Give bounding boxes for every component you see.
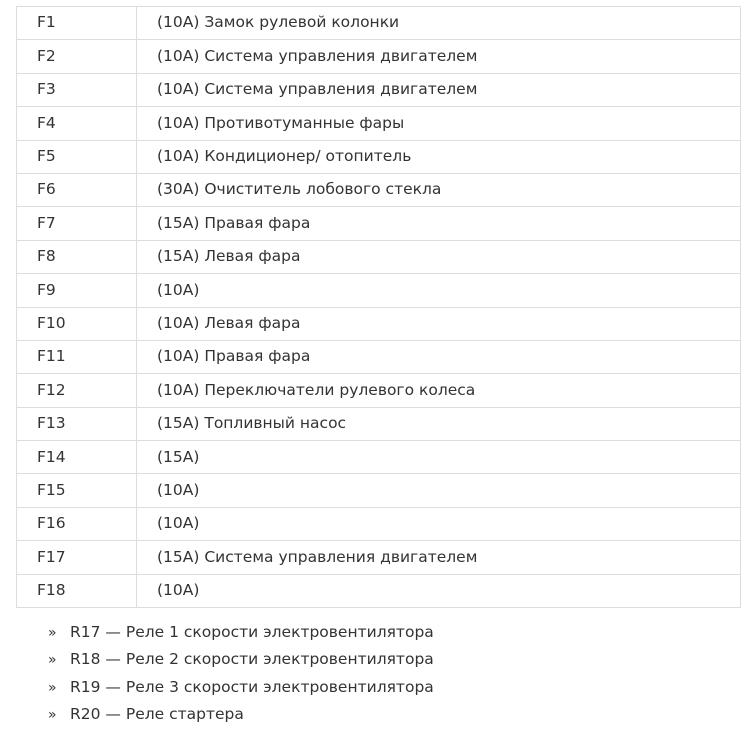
table-row [17,140,741,173]
fuse-description-cell: (15A) Система управления двигателем [137,541,741,574]
table-row [17,107,741,140]
bullet-icon: » [48,679,57,696]
relay-text: R20 — Реле стартера [70,704,244,723]
table-row [17,7,741,40]
fuse-description-cell: (10A) Система управления двигателем [137,40,741,73]
fuse-id-cell: F18 [17,574,137,607]
fuse-id-cell: F5 [17,140,137,173]
table-row [17,274,741,307]
table-row [17,374,741,407]
table-row [17,73,741,106]
fuse-id-cell: F15 [17,474,137,507]
fuse-id-cell: F1 [17,7,137,40]
fuse-description-cell: (10A) [137,574,741,607]
fuse-description-cell: (15A) Топливный насос [137,407,741,440]
table-row [17,541,741,574]
relay-text: R19 — Реле 3 скорости электровентилятора [70,677,434,696]
fuse-description-cell: (10A) Переключатели рулевого колеса [137,374,741,407]
table-row [17,240,741,273]
table-row [17,40,741,73]
table-row [17,207,741,240]
fuse-description-cell: (15A) Левая фара [137,240,741,273]
fuse-description-cell: (10A) [137,474,741,507]
table-row [17,441,741,474]
relay-list [48,619,434,728]
fuse-id-cell: F17 [17,541,137,574]
fuse-id-cell: F16 [17,507,137,540]
relay-text: R17 — Реле 1 скорости электровентилятора [70,623,434,641]
fuse-id-cell: F10 [17,307,137,340]
table-row [17,173,741,206]
fuse-id-cell: F4 [17,107,137,140]
fuse-id-cell: F7 [17,207,137,240]
fuse-description-cell: (10A) Замок рулевой колонки [137,7,741,40]
fuse-id-cell: F8 [17,240,137,273]
fuse-description-cell: (10A) [137,274,741,307]
table-row [17,407,741,440]
list-item [48,674,434,701]
fuse-id-cell: F3 [17,73,137,106]
fuse-id-cell: F9 [17,274,137,307]
fuse-id-cell: F13 [17,407,137,440]
fuse-description-cell: (10A) Правая фара [137,340,741,373]
fuse-description-cell: (15A) [137,441,741,474]
fuse-id-cell: F12 [17,374,137,407]
fuse-id-cell: F14 [17,441,137,474]
list-item [48,701,434,728]
fuse-id-cell: F6 [17,173,137,206]
fuse-id-cell: F2 [17,40,137,73]
table-row [17,574,741,607]
fuse-description-cell: (10A) [137,507,741,540]
table-row [17,307,741,340]
table-row [17,474,741,507]
list-item [48,646,434,673]
relay-text: R18 — Реле 2 скорости электровентилятора [70,650,434,669]
fuse-description-cell: (10A) Кондиционер/ отопитель [137,140,741,173]
fuse-description-cell: (30A) Очиститель лобового стекла [137,173,741,206]
fuse-description-cell: (15A) Правая фара [137,207,741,240]
table-row [17,340,741,373]
fuse-description-cell: (10A) Левая фара [137,307,741,340]
fuse-description-cell: (10A) Система управления двигателем [137,73,741,106]
list-item [48,619,434,646]
table-row [17,507,741,540]
fuse-description-cell: (10A) Противотуманные фары [137,107,741,140]
bullet-icon: » [48,652,57,669]
fuse-table [16,6,741,608]
bullet-icon: » [48,706,57,723]
fuse-table-body [17,7,741,608]
fuse-id-cell: F11 [17,340,137,373]
bullet-icon: » [48,625,57,641]
